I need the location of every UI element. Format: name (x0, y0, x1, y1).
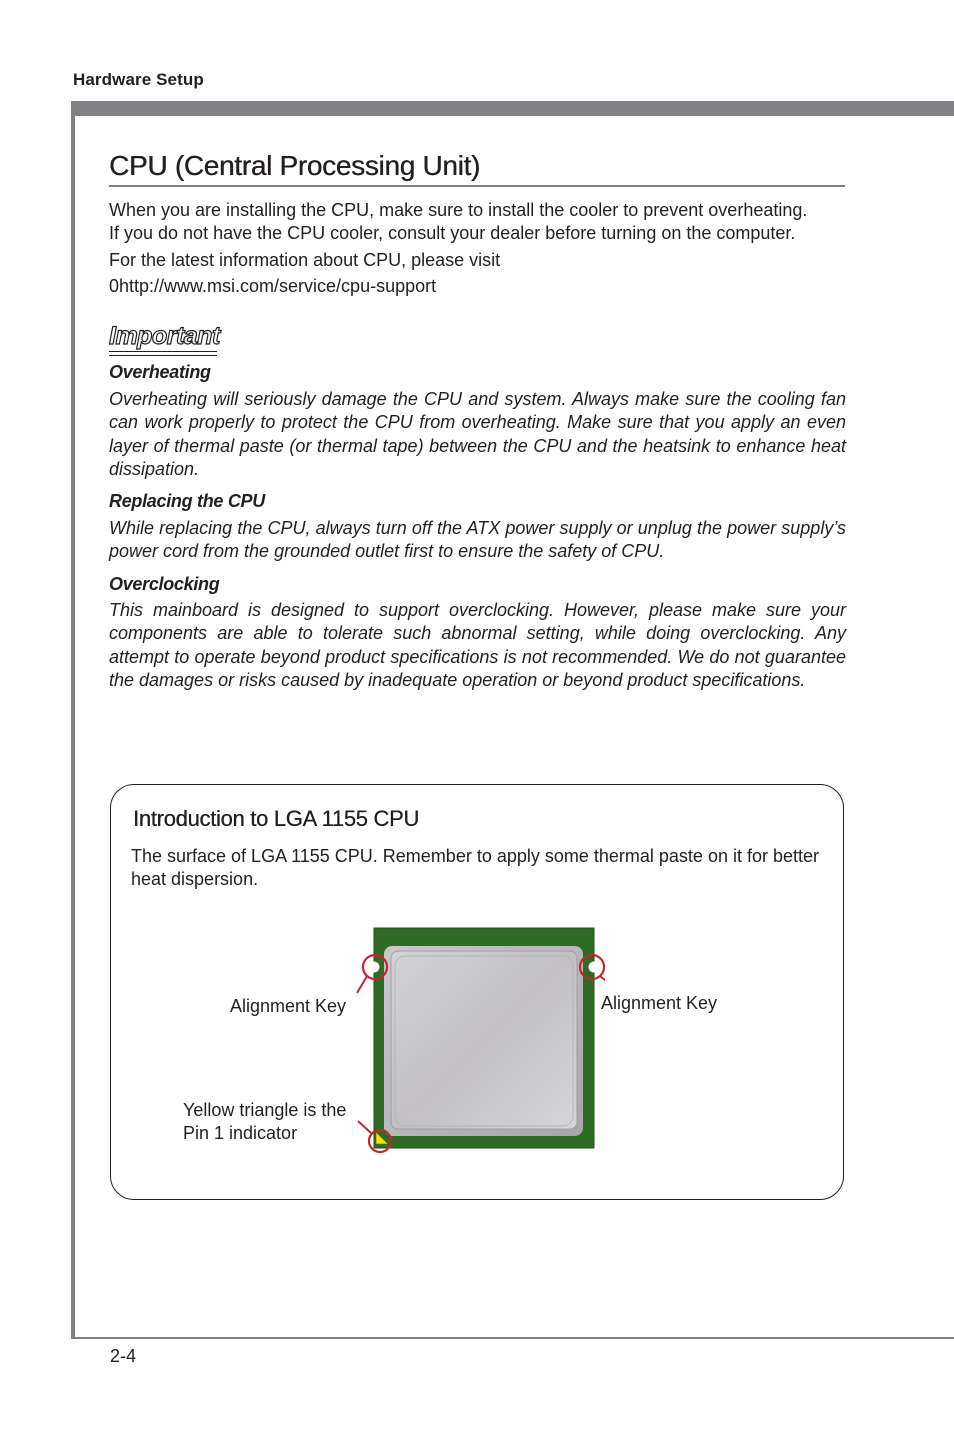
replacing-cpu-title: Replacing the CPU (109, 491, 265, 511)
alignment-notch-left (369, 962, 380, 973)
heat-spreader-top (391, 951, 577, 1129)
overheating-title: Overheating (109, 362, 211, 382)
footer-rule (71, 1337, 954, 1339)
alignment-notch-right (589, 962, 600, 973)
intro-line-2: If you do not have the CPU cooler, consult your dealer before turning on the computer. (109, 223, 796, 243)
alignment-key-right-label: Alignment Key (601, 993, 718, 1013)
overclocking-title: Overclocking (109, 574, 220, 594)
running-header: Hardware Setup (73, 70, 204, 89)
pin1-label-line2: Pin 1 indicator (183, 1123, 298, 1143)
alignment-key-left-label: Alignment Key (230, 996, 347, 1016)
overclocking-body: This mainboard is designed to support overclocking. However, please make sure your components are able to tolerate such abnormal setting, while doing overclocking. Any attempt to operate beyond product specifications is not recommended. We do not guarantee the damages or risks caused by inadequate operation or beyond product specifications. (109, 600, 846, 691)
intro-line-1: When you are installing the CPU, make sure to install the cooler to prevent overheating. (109, 200, 808, 220)
important-underline (109, 351, 217, 356)
leader-line-left-key (357, 976, 367, 993)
replacing-cpu-body: While replacing the CPU, always turn off the ATX power supply or unplug the power supply’s power cord from the grounded outlet first to ensure the safety of CPU. (109, 518, 846, 562)
overheating-body: Overheating will seriously damage the CPU and system. Always make sure the cooling fan can work properly to protect the CPU from overheating. Make sure that you apply an even layer of thermal paste (or thermal tape) between the CPU and the heatsink to enhance heat dissipation. (109, 389, 846, 480)
pin1-label-line1: Yellow triangle is the (183, 1100, 347, 1120)
intro-line-3: For the latest information about CPU, please visit (109, 250, 501, 270)
important-heading: Important (109, 322, 220, 350)
page-title: CPU (Central Processing Unit) (109, 150, 480, 181)
leader-line-right-key (600, 976, 605, 995)
lga-box-title: Introduction to LGA 1155 CPU (133, 806, 419, 831)
title-underline (109, 185, 845, 187)
lga1155-cpu-diagram (355, 925, 605, 1157)
page-number: 2-4 (110, 1346, 137, 1366)
leader-line-pin1 (358, 1121, 371, 1133)
lga-box-text: The surface of LGA 1155 CPU. Remember to apply some thermal paste on it for better heat dispersion. (131, 846, 819, 890)
header-bar (73, 101, 954, 116)
support-url[interactable]: 0http://www.msi.com/service/cpu-support (109, 276, 437, 296)
left-margin-bar (71, 101, 75, 1339)
